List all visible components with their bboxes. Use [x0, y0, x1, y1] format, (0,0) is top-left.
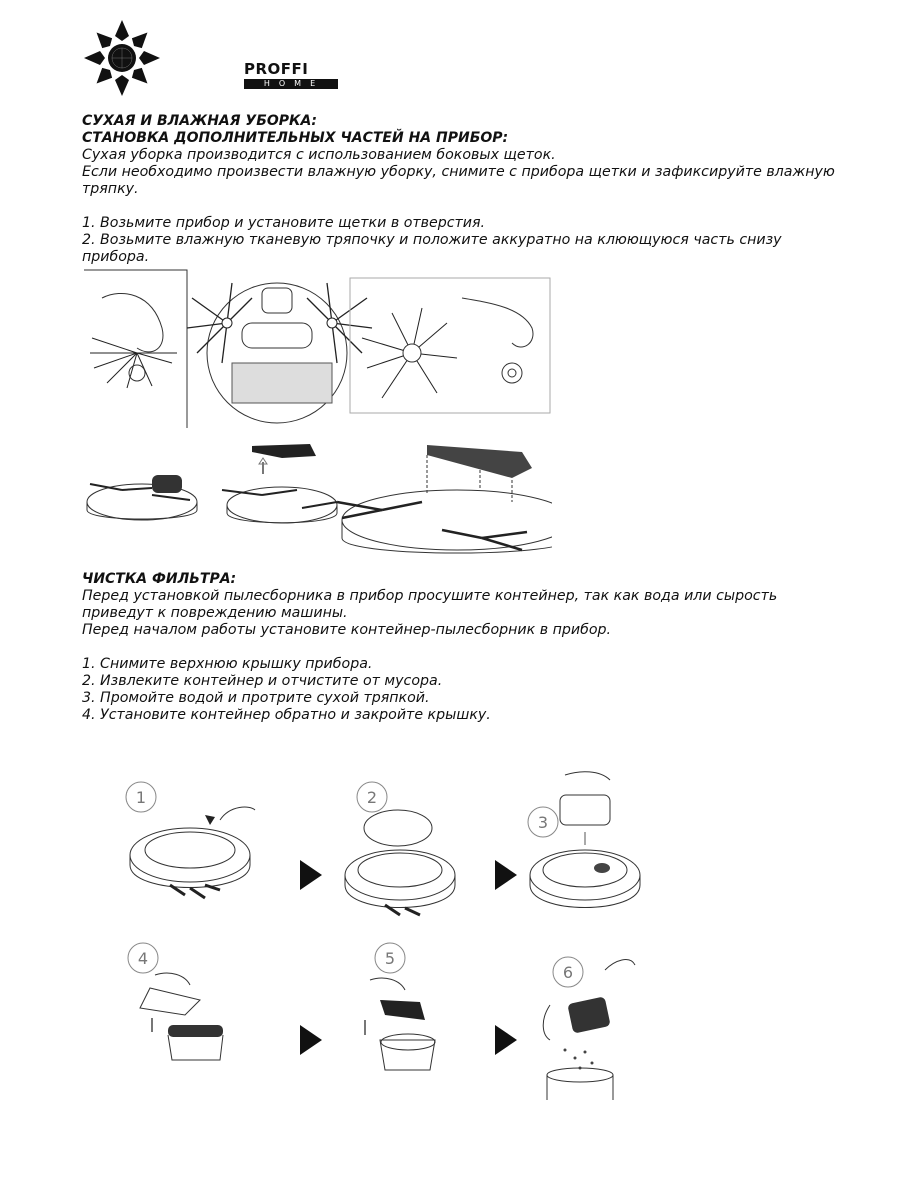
step-item: 1. Снимите верхнюю крышку прибора. — [82, 656, 373, 672]
step-6-empty-dust — [543, 957, 635, 1100]
brush-diagram-illustration — [82, 268, 552, 433]
step-number: 5 — [384, 949, 396, 968]
step-item: 2. Извлеките контейнер и отчистите от мусора. — [82, 673, 443, 689]
brand-sub: HOME — [244, 79, 338, 89]
brush-installation-figure — [82, 268, 552, 433]
step-item: 4. Установите контейнер обратно и закройте крышку. — [82, 707, 491, 723]
paragraph-dry: Сухая уборка производится с использованием боковых щеток. — [82, 147, 556, 163]
mop-diagram-illustration — [82, 440, 552, 560]
step-number: 4 — [137, 949, 149, 968]
robot-side-3 — [337, 445, 552, 553]
step-number: 2 — [366, 788, 378, 807]
arrow-right-icon — [300, 860, 322, 890]
step-item: 1. Возьмите прибор и установите щетки в отверстия. — [82, 215, 486, 231]
step-2-lift-cover — [345, 782, 455, 915]
brush-hand-illustration — [90, 293, 177, 388]
brush-closeup-illustration — [362, 298, 533, 398]
heading-filter-cleaning: ЧИСТКА ФИЛЬТРА: — [82, 571, 237, 587]
paragraph-wet: Если необходимо произвести влажную уборку, снимите с прибора щетки и зафиксируйте влажную тряпку. — [82, 164, 835, 197]
mop-installation-figure — [82, 440, 552, 560]
step-5-clean-filter — [365, 943, 435, 1070]
robot-underside-illustration — [187, 283, 372, 423]
paragraph-install-container: Перед началом работы установите контейнер-пылесборник в прибор. — [82, 622, 612, 638]
step-item: 2. Возьмите влажную тканевую тряпочку и положите аккуратно на клюющуюся часть снизу прибора. — [82, 232, 782, 265]
robot-side-2 — [222, 444, 337, 523]
step-4-remove-filter — [128, 943, 223, 1060]
paragraph-dry-container: Перед установкой пылесборника в прибор просушите контейнер, так как вода или сырость приведут к повреждению машины. — [82, 588, 778, 621]
step-number: 6 — [562, 963, 574, 982]
step-1-remove-lid — [126, 782, 255, 898]
arrow-right-icon — [300, 1025, 322, 1055]
arrow-right-icon — [495, 1025, 517, 1055]
step-item: 3. Промойте водой и протрите сухой тряпкой. — [82, 690, 430, 706]
step-number: 3 — [537, 813, 549, 832]
section-filter-cleaning — [82, 571, 852, 724]
heading-install-parts: СТАНОВКА ДОПОЛНИТЕЛЬНЫХ ЧАСТЕЙ НА ПРИБОР: — [82, 130, 509, 146]
section-dry-wet-cleaning — [82, 113, 852, 266]
filter-steps-illustration — [110, 770, 650, 1110]
arrow-right-icon — [495, 860, 517, 890]
sun-logo-icon — [82, 18, 162, 98]
brand-logo — [82, 18, 325, 98]
brand-wordmark — [244, 62, 338, 89]
step-3-remove-container — [528, 772, 640, 908]
heading-dry-wet: СУХАЯ И ВЛАЖНАЯ УБОРКА: — [82, 113, 317, 129]
brand-name: PROFFI — [244, 60, 309, 78]
filter-steps-figure — [110, 770, 650, 1110]
step-number: 1 — [135, 788, 147, 807]
robot-side-1 — [87, 475, 197, 520]
